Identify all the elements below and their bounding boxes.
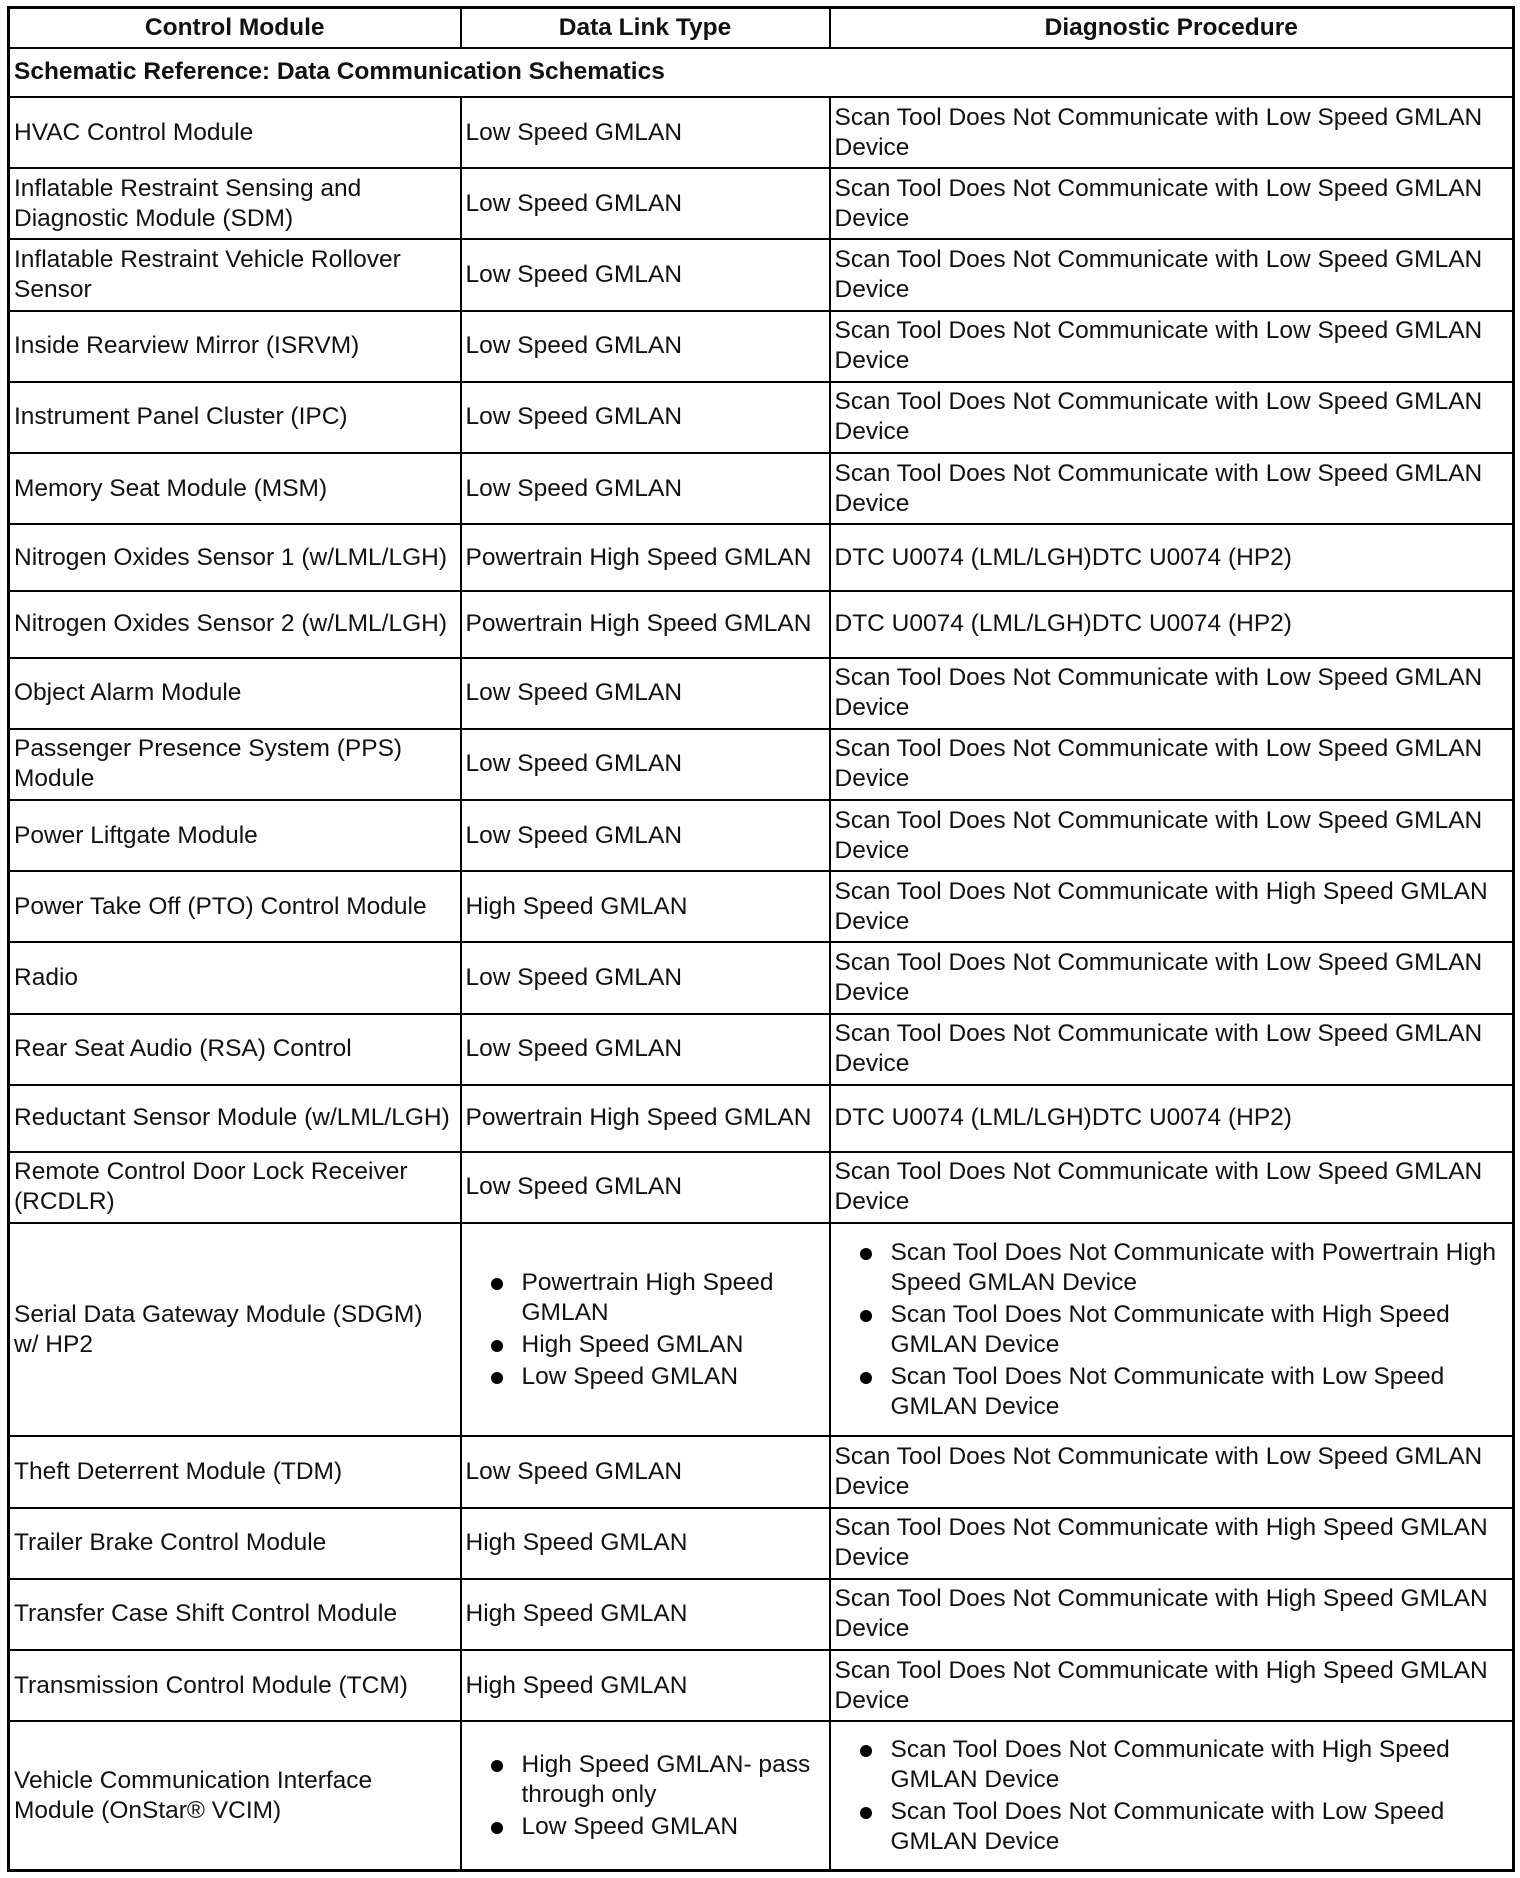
table-row [9,800,1514,871]
data-link-cell: High Speed GMLAN [461,1579,830,1650]
table-row [9,1014,1514,1085]
diagnostic-procedure-cell: Scan Tool Does Not Communicate with High Speed GMLAN Device [830,871,1514,942]
data-link-cell: Low Speed GMLAN [461,97,830,168]
diagnostic-procedure-cell: Scan Tool Does Not Communicate with Low Speed GMLAN Device [830,239,1514,310]
table-row [9,729,1514,800]
list-item: Low Speed GMLAN [466,1362,823,1392]
diagnostic-procedure-cell [830,1223,1514,1437]
control-module-cell: Vehicle Communication Interface Module (OnStar® VCIM) [9,1721,461,1870]
control-module-cell: Serial Data Gateway Module (SDGM) w/ HP2 [9,1223,461,1437]
diagnostic-procedure-cell: Scan Tool Does Not Communicate with High Speed GMLAN Device [830,1650,1514,1721]
diagnostic-procedure-cell: DTC U0074 (LML/LGH)DTC U0074 (HP2) [830,591,1514,658]
table-row [9,453,1514,524]
table-row [9,1152,1514,1223]
control-module-cell: Nitrogen Oxides Sensor 2 (w/LML/LGH) [9,591,461,658]
control-module-cell: Trailer Brake Control Module [9,1508,461,1579]
data-link-list [466,1750,823,1842]
control-module-cell: Radio [9,942,461,1013]
diagnostic-procedure-cell: Scan Tool Does Not Communicate with Low Speed GMLAN Device [830,729,1514,800]
data-link-list [466,1268,823,1392]
diagnostic-procedure-cell: Scan Tool Does Not Communicate with Low Speed GMLAN Device [830,1014,1514,1085]
list-item: Scan Tool Does Not Communicate with High Speed GMLAN Device [835,1300,1507,1360]
table-row [9,97,1514,168]
control-module-cell: Power Liftgate Module [9,800,461,871]
data-link-cell: High Speed GMLAN [461,871,830,942]
control-module-cell: Power Take Off (PTO) Control Module [9,871,461,942]
diagnostic-procedure-cell: Scan Tool Does Not Communicate with Low Speed GMLAN Device [830,311,1514,382]
list-item: Scan Tool Does Not Communicate with Low Speed GMLAN Device [835,1362,1507,1422]
data-link-table [7,6,1515,1872]
list-item: Low Speed GMLAN [466,1812,823,1842]
control-module-cell: Memory Seat Module (MSM) [9,453,461,524]
list-item: High Speed GMLAN [466,1330,823,1360]
table-row [9,1721,1514,1870]
table-row [9,1436,1514,1507]
diagnostic-procedure-cell: Scan Tool Does Not Communicate with Low Speed GMLAN Device [830,453,1514,524]
data-link-cell: Low Speed GMLAN [461,239,830,310]
diagnostic-procedure-cell: Scan Tool Does Not Communicate with Low Speed GMLAN Device [830,168,1514,239]
data-link-cell: Low Speed GMLAN [461,1152,830,1223]
data-link-cell: Low Speed GMLAN [461,311,830,382]
header-diagnostic-procedure: Diagnostic Procedure [830,8,1514,49]
diagnostic-procedure-cell: Scan Tool Does Not Communicate with Low Speed GMLAN Device [830,942,1514,1013]
data-link-cell: Low Speed GMLAN [461,1014,830,1085]
table-row [9,524,1514,591]
control-module-cell: Inflatable Restraint Sensing and Diagnostic Module (SDM) [9,168,461,239]
table-row [9,1508,1514,1579]
header-row [9,8,1514,49]
control-module-cell: Transfer Case Shift Control Module [9,1579,461,1650]
table-row [9,591,1514,658]
diagnostic-procedure-cell: Scan Tool Does Not Communicate with Low Speed GMLAN Device [830,658,1514,729]
diagnostic-procedure-cell: DTC U0074 (LML/LGH)DTC U0074 (HP2) [830,1085,1514,1152]
table-row [9,311,1514,382]
table-row [9,871,1514,942]
data-link-cell: High Speed GMLAN [461,1650,830,1721]
data-link-cell: High Speed GMLAN [461,1508,830,1579]
schematic-reference: Schematic Reference: Data Communication Schematics [9,48,1514,97]
table-row [9,1085,1514,1152]
list-item: Powertrain High Speed GMLAN [466,1268,823,1328]
control-module-cell: Rear Seat Audio (RSA) Control [9,1014,461,1085]
list-item: High Speed GMLAN- pass through only [466,1750,823,1810]
control-module-cell: Inside Rearview Mirror (ISRVM) [9,311,461,382]
data-link-cell: Low Speed GMLAN [461,729,830,800]
table-row [9,942,1514,1013]
data-link-cell: Low Speed GMLAN [461,453,830,524]
header-control-module: Control Module [9,8,461,49]
diagnostic-procedure-cell: Scan Tool Does Not Communicate with High Speed GMLAN Device [830,1508,1514,1579]
list-item: Scan Tool Does Not Communicate with Powertrain High Speed GMLAN Device [835,1238,1507,1298]
table-row [9,1579,1514,1650]
table-row [9,239,1514,310]
data-link-cell: Low Speed GMLAN [461,1436,830,1507]
data-link-cell: Powertrain High Speed GMLAN [461,524,830,591]
control-module-cell: Passenger Presence System (PPS) Module [9,729,461,800]
diagnostic-procedure-cell: Scan Tool Does Not Communicate with Low Speed GMLAN Device [830,1152,1514,1223]
control-module-cell: Object Alarm Module [9,658,461,729]
control-module-cell: HVAC Control Module [9,97,461,168]
table-row [9,168,1514,239]
diagnostic-procedure-cell: Scan Tool Does Not Communicate with Low Speed GMLAN Device [830,1436,1514,1507]
data-link-cell [461,1223,830,1437]
diagnostic-procedure-cell [830,1721,1514,1870]
data-link-cell: Powertrain High Speed GMLAN [461,591,830,658]
header-data-link-type: Data Link Type [461,8,830,49]
control-module-cell: Reductant Sensor Module (w/LML/LGH) [9,1085,461,1152]
diagnostic-procedure-cell: Scan Tool Does Not Communicate with Low Speed GMLAN Device [830,97,1514,168]
schematic-reference-row [9,48,1514,97]
data-link-cell: Low Speed GMLAN [461,942,830,1013]
list-item: Scan Tool Does Not Communicate with High Speed GMLAN Device [835,1735,1507,1795]
control-module-cell: Nitrogen Oxides Sensor 1 (w/LML/LGH) [9,524,461,591]
diagnostic-procedure-cell: Scan Tool Does Not Communicate with High Speed GMLAN Device [830,1579,1514,1650]
list-item: Scan Tool Does Not Communicate with Low Speed GMLAN Device [835,1797,1507,1857]
control-module-cell: Inflatable Restraint Vehicle Rollover Sensor [9,239,461,310]
data-link-cell: Low Speed GMLAN [461,382,830,453]
data-link-cell: Low Speed GMLAN [461,800,830,871]
control-module-cell: Theft Deterrent Module (TDM) [9,1436,461,1507]
procedure-list [835,1735,1507,1857]
table-row [9,1650,1514,1721]
diagnostic-procedure-cell: Scan Tool Does Not Communicate with Low Speed GMLAN Device [830,382,1514,453]
data-link-cell [461,1721,830,1870]
table-row [9,658,1514,729]
diagnostic-procedure-cell: Scan Tool Does Not Communicate with Low Speed GMLAN Device [830,800,1514,871]
table-row [9,1223,1514,1437]
data-link-cell: Low Speed GMLAN [461,168,830,239]
table-row [9,382,1514,453]
control-module-cell: Instrument Panel Cluster (IPC) [9,382,461,453]
data-link-cell: Low Speed GMLAN [461,658,830,729]
data-link-cell: Powertrain High Speed GMLAN [461,1085,830,1152]
diagnostic-procedure-cell: DTC U0074 (LML/LGH)DTC U0074 (HP2) [830,524,1514,591]
control-module-cell: Remote Control Door Lock Receiver (RCDLR) [9,1152,461,1223]
control-module-cell: Transmission Control Module (TCM) [9,1650,461,1721]
procedure-list [835,1238,1507,1422]
